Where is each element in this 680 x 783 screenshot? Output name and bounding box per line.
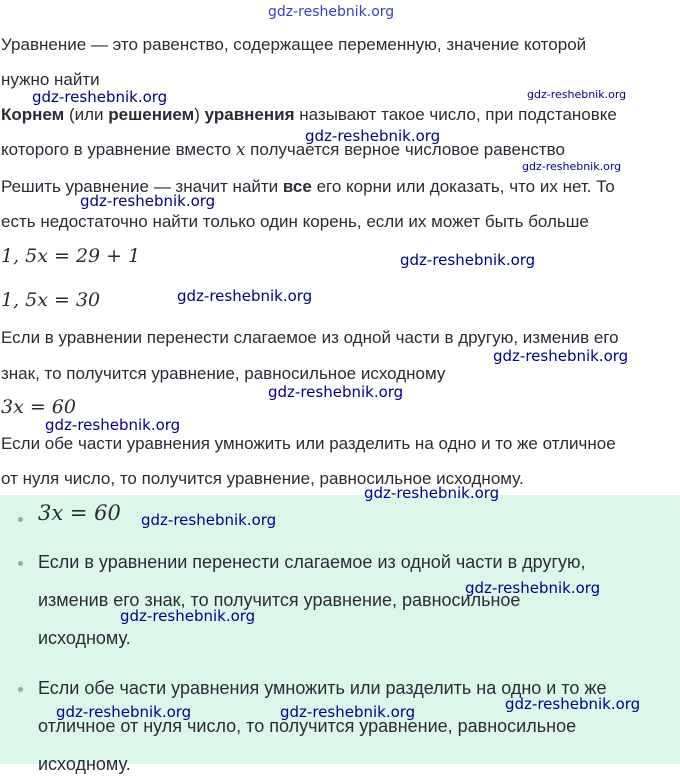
bullet-icon — [18, 561, 23, 566]
solve-definition-line2: есть недостаточно найти только один корень, если их может быть больше — [1, 212, 589, 231]
watermark: gdz-reshebnik.org — [493, 347, 629, 365]
list-item-line: Если обе части уравнения умножить или разделить на одно и то же — [38, 678, 607, 698]
term-all: все — [282, 177, 312, 196]
watermark: gdz-reshebnik.org — [522, 160, 622, 173]
watermark: gdz-reshebnik.org — [268, 383, 404, 401]
list-item-line: Если в уравнении перенести слагаемое из одной части в другую, — [38, 552, 586, 572]
term-equation: уравнения — [204, 105, 295, 124]
watermark: gdz-reshebnik.org — [80, 192, 216, 210]
text-fragment: называют такое число, при подстановке — [294, 105, 617, 124]
text-fragment: ) — [194, 105, 205, 124]
definition-root-line2 — [1, 140, 565, 160]
watermark: gdz-reshebnik.org — [280, 703, 416, 721]
watermark: gdz-reshebnik.org — [177, 287, 313, 305]
list-item-line: исходному. — [38, 754, 131, 774]
equation-2: 1, 5x = 30 — [1, 289, 101, 311]
watermark: gdz-reshebnik.org — [400, 251, 536, 269]
rule-multiply-line1: Если обе части уравнения умножить или разделить на одно и то же отличное — [1, 434, 616, 453]
list-equation: 3x = 60 — [38, 501, 121, 525]
rule-multiply-line2: от нуля число, то получится уравнение, равносильное исходному. — [1, 469, 524, 488]
watermark: gdz-reshebnik.org — [505, 695, 641, 713]
definition-equation-line2: нужно найти — [1, 70, 100, 89]
definition-root-line1 — [1, 105, 617, 125]
list-item-line: изменив его знак, то получится уравнение, равносильное — [38, 590, 521, 610]
text-fragment: (или — [64, 105, 109, 124]
watermark: gdz-reshebnik.org — [56, 703, 192, 721]
equation-3: 3x = 60 — [1, 396, 76, 418]
list-item-line: отличное от нуля число, то получится уравнение, равносильное — [38, 716, 577, 736]
watermark: gdz-reshebnik.org — [141, 511, 277, 529]
definition-equation-line1: Уравнение — это равенство, содержащее переменную, значение которой — [1, 35, 587, 54]
term-root: Корнем — [1, 105, 65, 124]
bullet-icon — [18, 517, 23, 522]
bullet-icon — [18, 687, 23, 692]
watermark: gdz-reshebnik.org — [120, 607, 256, 625]
watermark: gdz-reshebnik.org — [305, 127, 441, 145]
watermark: gdz-reshebnik.org — [45, 416, 181, 434]
watermark: gdz-reshebnik.org — [32, 88, 168, 106]
rule-transfer-line1: Если в уравнении перенести слагаемое из одной части в другую, изменив его — [1, 328, 619, 347]
watermark: gdz-reshebnik.org — [465, 579, 601, 597]
watermark: gdz-reshebnik.org — [364, 484, 500, 502]
text-fragment: Решить уравнение — значит найти — [1, 177, 283, 196]
rule-transfer-line2: знак, то получится уравнение, равносильное исходному — [1, 364, 446, 383]
text-fragment: которого в уравнение вместо — [1, 140, 236, 159]
summary-list — [0, 484, 680, 774]
text-fragment: получается верное числовое равенство — [245, 140, 565, 159]
watermark: gdz-reshebnik.org — [527, 88, 627, 101]
term-solution: решением — [108, 105, 195, 124]
variable-x: x — [235, 140, 246, 160]
site-title-link[interactable]: gdz-reshebnik.org — [268, 4, 395, 20]
equation-1: 1, 5x = 29 + 1 — [1, 245, 141, 267]
list-item-line: исходному. — [38, 628, 131, 648]
text-fragment: его корни или доказать, что их нет. То — [311, 177, 615, 196]
